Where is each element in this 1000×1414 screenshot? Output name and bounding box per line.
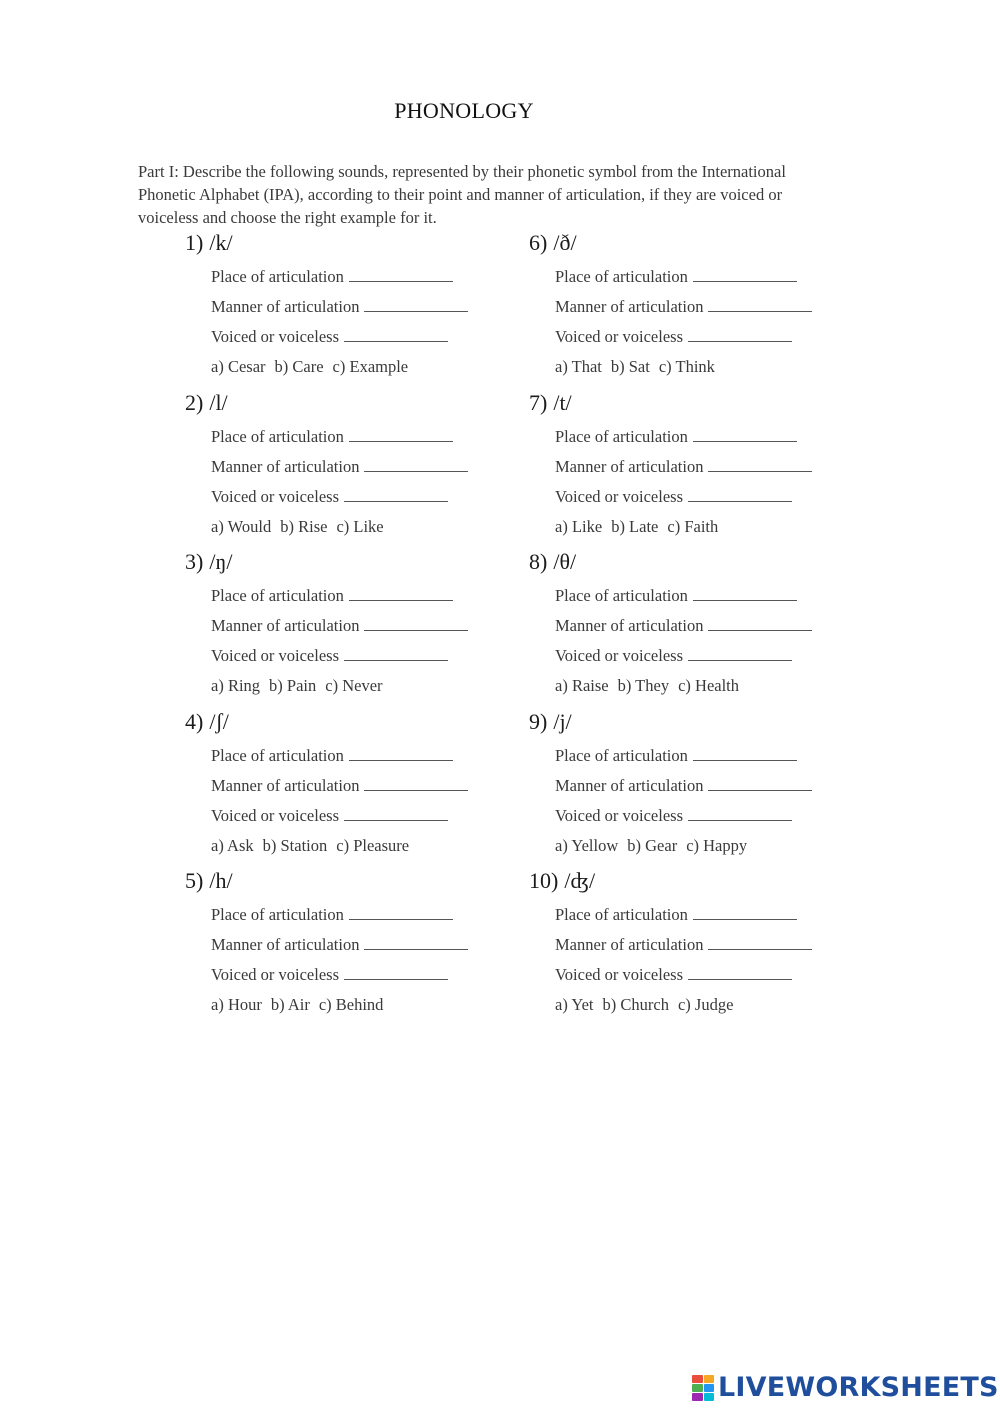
brand-text: LIVEWORKSHEETS: [718, 1372, 999, 1403]
voiced-or-voiceless-row: [211, 322, 515, 352]
voiced-or-voiceless-label: Voiced or voiceless: [211, 965, 339, 984]
voiced-or-voiceless-label: Voiced or voiceless: [555, 965, 683, 984]
place-of-articulation-label: Place of articulation: [211, 745, 344, 765]
liveworksheets-logo-icon: [692, 1375, 714, 1401]
answer-option[interactable]: b) Air: [270, 995, 310, 1014]
item-heading: [529, 866, 859, 900]
answer-option[interactable]: b) Rise: [280, 516, 328, 536]
place-of-articulation-label: Place of articulation: [555, 745, 688, 765]
place-of-articulation-row: [211, 422, 515, 452]
voiced-or-voiceless-row: [211, 801, 515, 831]
manner-of-articulation-label: Manner of articulation: [211, 297, 360, 316]
answer-option[interactable]: a) Raise: [555, 676, 609, 695]
voiced-or-voiceless-row: [555, 322, 859, 352]
item-fields: [555, 741, 859, 861]
answer-options: [555, 352, 859, 382]
voiced-or-voiceless-row: [211, 960, 515, 990]
manner-of-articulation-blank[interactable]: [708, 457, 812, 472]
instructions: Part I: Describe the following sounds, represented by their phonetic symbol from the International Phonetic Alphabet (IPA), according to their point and manner of articulation, if they are voiced or voiceless and choose the right example for it.: [138, 162, 786, 227]
place-of-articulation-blank[interactable]: [349, 427, 453, 442]
place-of-articulation-row: [555, 422, 859, 452]
answer-option[interactable]: c) Health: [678, 676, 740, 695]
item-fields: [211, 741, 515, 861]
item-heading: [185, 228, 515, 262]
item-heading: [185, 547, 515, 581]
place-of-articulation-row: [211, 900, 515, 930]
exercise-item: [185, 388, 515, 548]
exercise-item: [185, 866, 515, 1026]
exercise-item: [529, 228, 859, 388]
manner-of-articulation-label: Manner of articulation: [555, 775, 704, 795]
answer-option[interactable]: a) Cesar: [211, 357, 266, 376]
answer-option[interactable]: b) They: [617, 676, 670, 695]
voiced-or-voiceless-blank[interactable]: [344, 806, 448, 821]
answer-options: [211, 352, 515, 382]
exercise-item: [529, 388, 859, 548]
voiced-or-voiceless-blank[interactable]: [344, 487, 448, 502]
manner-of-articulation-label: Manner of articulation: [555, 456, 704, 476]
voiced-or-voiceless-row: [555, 801, 859, 831]
item-fields: [555, 262, 859, 382]
answer-option[interactable]: a) That: [555, 357, 602, 376]
exercise-item: [529, 866, 859, 1026]
manner-of-articulation-label: Manner of articulation: [211, 616, 360, 635]
exercise-column-right: [529, 228, 859, 1026]
manner-of-articulation-label: Manner of articulation: [555, 297, 704, 316]
manner-of-articulation-row: [555, 771, 859, 801]
voiced-or-voiceless-row: [555, 960, 859, 990]
place-of-articulation-label: Place of articulation: [555, 586, 688, 605]
answer-options: [555, 990, 859, 1020]
manner-of-articulation-row: [555, 930, 859, 960]
voiced-or-voiceless-blank[interactable]: [344, 646, 448, 661]
manner-of-articulation-row: [211, 452, 515, 482]
answer-option[interactable]: b) Gear: [627, 835, 678, 855]
item-heading: [529, 228, 859, 262]
manner-of-articulation-blank[interactable]: [708, 616, 812, 631]
answer-option[interactable]: c) Think: [658, 357, 715, 376]
manner-of-articulation-blank[interactable]: [364, 297, 468, 312]
place-of-articulation-row: [211, 741, 515, 771]
place-of-articulation-label: Place of articulation: [211, 426, 344, 446]
voiced-or-voiceless-label: Voiced or voiceless: [211, 486, 339, 506]
answer-option[interactable]: a) Like: [555, 516, 603, 536]
place-of-articulation-blank[interactable]: [693, 267, 797, 282]
item-fields: [211, 262, 515, 382]
phonetic-symbol: /ʃ/: [209, 708, 229, 734]
answer-option[interactable]: c) Faith: [667, 516, 719, 536]
answer-options: [555, 671, 859, 701]
place-of-articulation-label: Place of articulation: [211, 905, 344, 924]
place-of-articulation-row: [211, 262, 515, 292]
exercise-item: [185, 547, 515, 707]
item-number: 1): [185, 230, 204, 255]
answer-options: [211, 831, 515, 861]
manner-of-articulation-label: Manner of articulation: [211, 456, 360, 476]
voiced-or-voiceless-label: Voiced or voiceless: [555, 805, 683, 825]
manner-of-articulation-label: Manner of articulation: [555, 935, 704, 954]
answer-option[interactable]: a) Ring: [211, 676, 261, 695]
item-number: 5): [185, 868, 204, 893]
place-of-articulation-row: [555, 581, 859, 611]
place-of-articulation-blank[interactable]: [349, 267, 453, 282]
phonetic-symbol: /ð/: [553, 230, 577, 255]
answer-option[interactable]: c) Like: [336, 516, 384, 536]
voiced-or-voiceless-blank[interactable]: [688, 487, 792, 502]
item-number: 9): [529, 708, 548, 734]
place-of-articulation-row: [555, 262, 859, 292]
answer-option[interactable]: b) Station: [262, 835, 328, 855]
voiced-or-voiceless-label: Voiced or voiceless: [211, 646, 339, 665]
answer-option[interactable]: a) Ask: [211, 835, 254, 855]
answer-option[interactable]: c) Behind: [318, 995, 384, 1014]
manner-of-articulation-blank[interactable]: [708, 935, 812, 950]
voiced-or-voiceless-label: Voiced or voiceless: [211, 327, 339, 346]
manner-of-articulation-row: [211, 771, 515, 801]
answer-option[interactable]: b) Care: [274, 357, 324, 376]
voiced-or-voiceless-blank[interactable]: [344, 965, 448, 980]
item-number: 8): [529, 549, 548, 574]
place-of-articulation-label: Place of articulation: [211, 586, 344, 605]
answer-option[interactable]: b) Pain: [269, 676, 317, 695]
place-of-articulation-blank[interactable]: [693, 586, 797, 601]
manner-of-articulation-label: Manner of articulation: [211, 775, 360, 795]
manner-of-articulation-row: [555, 452, 859, 482]
item-heading: [529, 547, 859, 581]
answer-option[interactable]: a) Yet: [555, 995, 594, 1014]
manner-of-articulation-row: [211, 292, 515, 322]
voiced-or-voiceless-blank[interactable]: [688, 806, 792, 821]
answer-option[interactable]: c) Happy: [686, 835, 748, 855]
item-number: 3): [185, 549, 204, 574]
item-fields: [555, 581, 859, 701]
place-of-articulation-label: Place of articulation: [555, 426, 688, 446]
phonetic-symbol: /ʤ/: [564, 868, 596, 893]
phonetic-symbol: /h/: [209, 868, 233, 893]
voiced-or-voiceless-row: [211, 482, 515, 512]
answer-options: [211, 512, 515, 542]
manner-of-articulation-row: [211, 611, 515, 641]
phonetic-symbol: /l/: [209, 389, 228, 415]
phonetic-symbol: /t/: [553, 389, 572, 415]
exercise-column-left: [185, 228, 515, 1026]
voiced-or-voiceless-blank[interactable]: [688, 965, 792, 980]
page-title: PHONOLOGY: [394, 98, 534, 123]
voiced-or-voiceless-blank[interactable]: [688, 327, 792, 342]
voiced-or-voiceless-label: Voiced or voiceless: [555, 646, 683, 665]
place-of-articulation-blank[interactable]: [349, 586, 453, 601]
manner-of-articulation-row: [211, 930, 515, 960]
answer-option[interactable]: a) Yellow: [555, 835, 619, 855]
manner-of-articulation-label: Manner of articulation: [555, 616, 704, 635]
place-of-articulation-blank[interactable]: [693, 905, 797, 920]
place-of-articulation-blank[interactable]: [349, 746, 453, 761]
voiced-or-voiceless-blank[interactable]: [344, 327, 448, 342]
manner-of-articulation-blank[interactable]: [364, 935, 468, 950]
item-fields: [555, 422, 859, 542]
voiced-or-voiceless-label: Voiced or voiceless: [555, 327, 683, 346]
phonetic-symbol: /ŋ/: [209, 549, 233, 574]
place-of-articulation-label: Place of articulation: [211, 267, 344, 286]
place-of-articulation-blank[interactable]: [693, 427, 797, 442]
answer-options: [555, 831, 859, 861]
answer-option[interactable]: b) Sat: [610, 357, 650, 376]
voiced-or-voiceless-row: [211, 641, 515, 671]
exercise-item: [529, 547, 859, 707]
manner-of-articulation-blank[interactable]: [364, 457, 468, 472]
voiced-or-voiceless-blank[interactable]: [688, 646, 792, 661]
place-of-articulation-row: [555, 900, 859, 930]
answer-option[interactable]: a) Would: [211, 516, 272, 536]
manner-of-articulation-blank[interactable]: [708, 776, 812, 791]
answer-option[interactable]: c) Example: [332, 357, 409, 376]
manner-of-articulation-blank[interactable]: [708, 297, 812, 312]
voiced-or-voiceless-row: [555, 641, 859, 671]
answer-options: [555, 512, 859, 542]
manner-of-articulation-label: Manner of articulation: [211, 935, 360, 954]
phonetic-symbol: /k/: [209, 230, 233, 255]
place-of-articulation-label: Place of articulation: [555, 905, 688, 924]
voiced-or-voiceless-label: Voiced or voiceless: [211, 805, 339, 825]
manner-of-articulation-row: [555, 292, 859, 322]
place-of-articulation-row: [555, 741, 859, 771]
item-number: 6): [529, 230, 548, 255]
answer-option[interactable]: b) Church: [602, 995, 669, 1014]
item-heading: [185, 388, 515, 422]
answer-option[interactable]: b) Late: [611, 516, 659, 536]
phonetic-symbol: /θ/: [553, 549, 577, 574]
answer-option[interactable]: c) Pleasure: [336, 835, 410, 855]
manner-of-articulation-blank[interactable]: [364, 776, 468, 791]
exercise-item: [529, 707, 859, 867]
item-heading: [529, 388, 859, 422]
answer-option[interactable]: c) Never: [325, 676, 383, 695]
answer-option[interactable]: c) Judge: [677, 995, 734, 1014]
liveworksheets-brand[interactable]: [692, 1372, 999, 1403]
item-number: 2): [185, 389, 204, 415]
voiced-or-voiceless-label: Voiced or voiceless: [555, 486, 683, 506]
item-number: 4): [185, 708, 204, 734]
item-fields: [211, 900, 515, 1020]
answer-options: [211, 671, 515, 701]
manner-of-articulation-blank[interactable]: [364, 616, 468, 631]
item-fields: [211, 422, 515, 542]
manner-of-articulation-row: [555, 611, 859, 641]
place-of-articulation-blank[interactable]: [349, 905, 453, 920]
exercise-item: [185, 228, 515, 388]
item-number: 7): [529, 389, 548, 415]
answer-option[interactable]: a) Hour: [211, 995, 262, 1014]
item-fields: [555, 900, 859, 1020]
phonetic-symbol: /j/: [553, 708, 572, 734]
answer-options: [211, 990, 515, 1020]
item-heading: [529, 707, 859, 741]
item-fields: [211, 581, 515, 701]
item-heading: [185, 866, 515, 900]
item-heading: [185, 707, 515, 741]
place-of-articulation-blank[interactable]: [693, 746, 797, 761]
voiced-or-voiceless-row: [555, 482, 859, 512]
exercise-item: [185, 707, 515, 867]
place-of-articulation-label: Place of articulation: [555, 267, 688, 286]
place-of-articulation-row: [211, 581, 515, 611]
item-number: 10): [529, 868, 559, 893]
